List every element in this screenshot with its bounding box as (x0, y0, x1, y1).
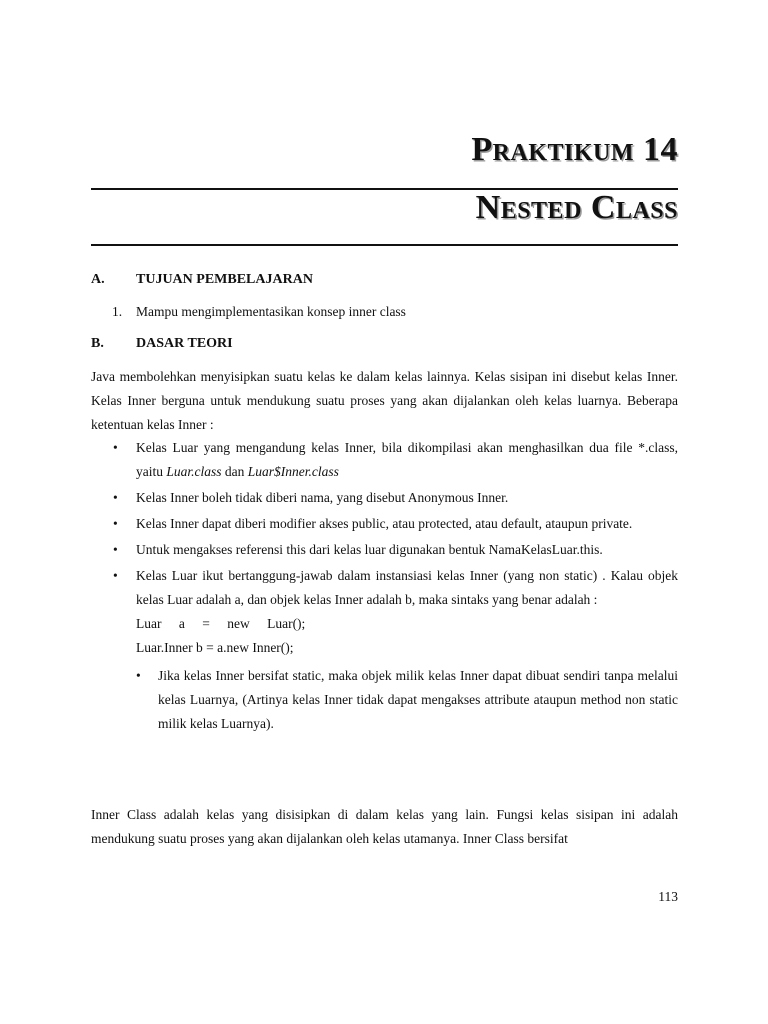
static-inner-note-list (136, 664, 678, 736)
rule-text-connector: dan (221, 464, 248, 479)
title-rule-bottom (91, 244, 678, 246)
rule-text: Kelas Luar ikut bertanggung-jawab dalam instansiasi kelas Inner (yang non static) . Kalau objek kelas Luar adalah a, dan objek kelas Inner adalah b, maka sintaks yang benar adalah : (136, 568, 678, 607)
list-item (91, 486, 678, 510)
bullet-icon: • (113, 568, 118, 583)
chapter-title: Praktikum 14 (471, 131, 678, 168)
section-a-title: TUJUAN PEMBELAJARAN (136, 272, 313, 287)
section-a-heading (91, 270, 313, 290)
section-b-heading (91, 334, 233, 354)
theory-intro-paragraph: Java membolehkan menyisipkan suatu kelas ke dalam kelas lainnya. Kelas sisipan ini disebut kelas Inner. Kelas Inner berguna untuk mendukung suatu proses yang akan dijalankan oleh kelas luarnya. Beberapa ketentuan kelas Inner : (91, 369, 678, 432)
bullet-icon: • (113, 490, 118, 505)
list-item (91, 564, 678, 736)
list-item (91, 512, 678, 536)
inner-class-rules-list (91, 436, 678, 738)
list-item (91, 538, 678, 562)
bullet-icon: • (113, 440, 118, 455)
objective-text: Mampu mengimplementasikan konsep inner class (136, 304, 406, 319)
code-example-line-2: Luar.Inner b = a.new Inner(); (136, 640, 294, 655)
section-b-letter: B. (91, 336, 104, 351)
page-number: 113 (658, 889, 678, 904)
file-name-outer: Luar.class (166, 464, 222, 479)
closing-paragraph: Inner Class adalah kelas yang disisipkan di dalam kelas yang lain. Fungsi kelas sisipan ini adalah mendukung suatu proses yang akan dijalankan oleh kelas utamanya. Inner Class bersifat (91, 807, 678, 846)
objective-number: 1. (112, 304, 123, 319)
file-name-inner: Luar$Inner.class (247, 464, 339, 479)
code-example-line-1: Luar a = new Luar(); (136, 616, 306, 631)
rule-text: Kelas Inner dapat diberi modifier akses public, atau protected, atau default, ataupun private. (136, 516, 633, 531)
rule-text: Kelas Luar yang mengandung kelas Inner, bila dikompilasi akan menghasilkan dua file *.class, yaitu (136, 440, 678, 479)
list-item (91, 436, 678, 484)
rule-text: Untuk mengakses referensi this dari kelas luar digunakan bentuk NamaKelasLuar.this. (136, 542, 603, 557)
bullet-icon: • (136, 668, 141, 683)
static-inner-note-text: Jika kelas Inner bersifat static, maka objek milik kelas Inner dapat dibuat sendiri tanpa melalui kelas Luarnya, (Artinya kelas Inner tidak dapat mengakses attribute ataupun method non static milik kelas Luarnya). (158, 668, 678, 731)
section-a-letter: A. (91, 272, 105, 287)
objective-item (112, 302, 406, 322)
rule-text: Kelas Inner boleh tidak diberi nama, yang disebut Anonymous Inner. (136, 490, 509, 505)
list-item (136, 664, 678, 736)
bullet-icon: • (113, 516, 118, 531)
section-b-title: DASAR TEORI (136, 336, 233, 351)
chapter-subtitle: Nested Class (475, 189, 678, 226)
bullet-icon: • (113, 542, 118, 557)
